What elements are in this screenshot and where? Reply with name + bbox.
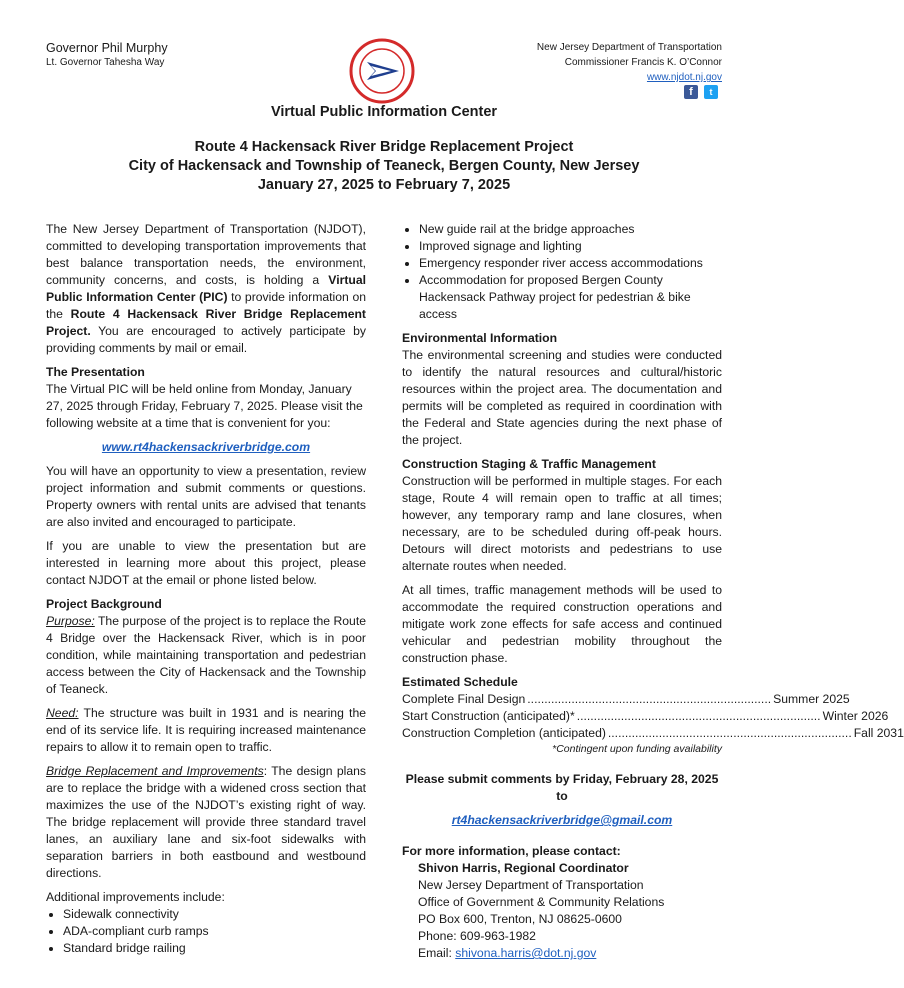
staging-paragraph: Construction will be performed in multiple stages. For each stage, Route 4 will remain open to traffic at all times; however, any temporary ramp and lane closures, when necessary, are to be scheduled during off-peak hours. Detours will direct motorists and pedestrians to use alternate routes when needed.	[402, 474, 722, 573]
bridge-text: : The design plans are to replace the bridge with a widened cross section that maximizes the use of the NJDOT’s existing right of way. The bridge replacement will provide three standard travel lanes, an auxiliary lane and six-foot sidewalks with separation barriers in both eastbound and westbound directions.	[46, 764, 366, 880]
env-paragraph: The environmental screening and studies were conducted to identify the natural resources and cultural/historic resources within the project area. The documentation and permits will be completed as required in coordination with the Federal and State agencies during the next phase of the project.	[402, 348, 722, 447]
governor-name: Governor Phil Murphy	[46, 41, 168, 55]
intro-paragraph	[46, 221, 366, 357]
facebook-icon[interactable]: f	[684, 85, 698, 99]
page-title: Virtual Public Information Center	[270, 104, 498, 120]
purpose-paragraph	[46, 613, 366, 698]
bridge-paragraph	[46, 763, 366, 882]
contact-org: New Jersey Department of Transportation	[418, 878, 644, 892]
schedule-date: Summer 2025	[773, 692, 850, 706]
list-item: • Sidewalk connectivity	[63, 906, 366, 923]
list-item: • Accommodation for proposed Bergen County Hackensack Pathway project for pedestrian & bike access	[419, 272, 722, 323]
purpose-label: Purpose:	[46, 614, 95, 628]
intro-bold-2: Route 4 Hackensack River Bridge Replacement Project.	[46, 307, 366, 338]
list-item: • Improved signage and lighting	[419, 238, 722, 255]
env-heading: Environmental Information	[402, 331, 558, 345]
contact-block	[402, 860, 722, 962]
improvements-list-right	[402, 221, 722, 323]
schedule-table	[402, 691, 904, 757]
schedule-heading: Estimated Schedule	[402, 675, 518, 689]
staging-heading: Construction Staging & Traffic Management	[402, 457, 656, 471]
list-item: • New guide rail at the bridge approaches	[419, 221, 722, 238]
social-links	[684, 85, 718, 99]
commissioner-name: Commissioner Francis K. O’Connor	[564, 57, 722, 68]
schedule-leader: ........................................................................	[607, 726, 852, 740]
need-text: The structure was built in 1931 and is nearing the end of its service life. It is requiring increased maintenance repairs to allow it to remain open to traffic.	[46, 706, 366, 754]
lt-governor-name: Lt. Governor Tahesha Way	[46, 57, 165, 68]
presentation-text: The Virtual PIC will be held online from Monday, January 27, 2025 through Friday, February 7, 2025. Please visit the following website at a time that is convenient for you:	[46, 382, 363, 430]
presentation-link[interactable]: www.rt4hackensackriverbridge.com	[101, 440, 311, 454]
background-heading: Project Background	[46, 597, 162, 611]
submit-text: Please submit comments by Friday, February 28, 2025 to	[405, 772, 719, 803]
submit-email-link[interactable]: rt4hackensackriverbridge@gmail.com	[451, 813, 673, 827]
njdot-logo-icon	[349, 38, 415, 104]
unable-paragraph: If you are unable to view the presentation but are interested in learning more about this project, please contact NJDOT at the email or phone listed below.	[46, 539, 366, 587]
intro-text-1: The New Jersey Department of Transportation (NJDOT), committed to developing transportation improvements that best balance transportation needs, the environment, community concerns, and costs, is holding a	[46, 222, 366, 287]
schedule-label: Complete Final Design	[402, 692, 526, 706]
intro-text-2: to provide information on the	[46, 290, 366, 321]
intro-text-3: You are encouraged to actively participate by providing comments by mail or email.	[46, 324, 366, 355]
project-location: City of Hackensack and Township of Teaneck, Bergen County, New Jersey	[128, 158, 640, 174]
website-link[interactable]: www.njdot.nj.gov	[646, 72, 722, 83]
schedule-note: *Contingent upon funding availability	[552, 743, 722, 755]
header-right	[537, 40, 722, 85]
contact-phone: Phone: 609-963-1982	[418, 929, 536, 943]
schedule-date: Winter 2026	[822, 709, 889, 723]
bridge-label: Bridge Replacement and Improvements	[46, 764, 264, 778]
contact-email-link[interactable]: shivona.harris@dot.nj.gov	[455, 946, 597, 960]
improvements-list-left	[46, 906, 366, 957]
title-block	[0, 103, 768, 195]
need-paragraph	[46, 705, 366, 756]
schedule-row	[402, 725, 904, 742]
intro-bold-1: Virtual Public Information Center (PIC)	[46, 273, 366, 304]
contact-email-label: Email:	[418, 946, 456, 960]
contact-address: PO Box 600, Trenton, NJ 08625-0600	[418, 912, 622, 926]
contact-email-row	[418, 945, 722, 962]
opportunity-paragraph: You will have an opportunity to view a presentation, review project information and submit comments or questions. Property owners with rental units are advised that tenants are also invited and encouraged to participate.	[46, 464, 366, 529]
need-label: Need:	[46, 706, 79, 720]
additional-intro: Additional improvements include:	[46, 890, 225, 904]
schedule-date: Fall 2031	[853, 726, 904, 740]
right-column	[402, 221, 904, 962]
project-dates: January 27, 2025 to February 7, 2025	[257, 177, 511, 193]
contact-heading: For more information, please contact:	[402, 844, 621, 858]
schedule-row	[402, 708, 889, 725]
list-item: • Emergency responder river access accommodations	[419, 255, 722, 272]
purpose-text: The purpose of the project is to replace the Route 4 Bridge over the Hackensack River, which is in poor condition, while maintaining transportation and pedestrian access between the City of Hackensack and the Township of Teaneck.	[46, 614, 366, 696]
project-title: Route 4 Hackensack River Bridge Replacement Project	[194, 139, 574, 155]
header-left	[46, 40, 168, 70]
traffic-paragraph: At all times, traffic management methods will be used to accommodate the required construction operations and mitigate work zone effects for safe access and continued vehicular and pedestrian mobility throughout the construction phase.	[402, 583, 722, 665]
left-column	[46, 221, 366, 957]
schedule-row	[402, 691, 850, 708]
twitter-icon[interactable]: t	[704, 85, 718, 99]
list-item: • Standard bridge railing	[63, 940, 366, 957]
schedule-leader: ........................................................................	[527, 692, 772, 706]
contact-office: Office of Government & Community Relations	[418, 895, 665, 909]
list-item: • ADA-compliant curb ramps	[63, 923, 366, 940]
schedule-leader: ........................................................................	[576, 709, 821, 723]
schedule-label: Construction Completion (anticipated)	[402, 726, 606, 740]
presentation-heading: The Presentation	[46, 365, 145, 379]
contact-name: Shivon Harris, Regional Coordinator	[418, 861, 629, 875]
department-name: New Jersey Department of Transportation	[536, 42, 722, 53]
schedule-label: Start Construction (anticipated)*	[402, 709, 575, 723]
